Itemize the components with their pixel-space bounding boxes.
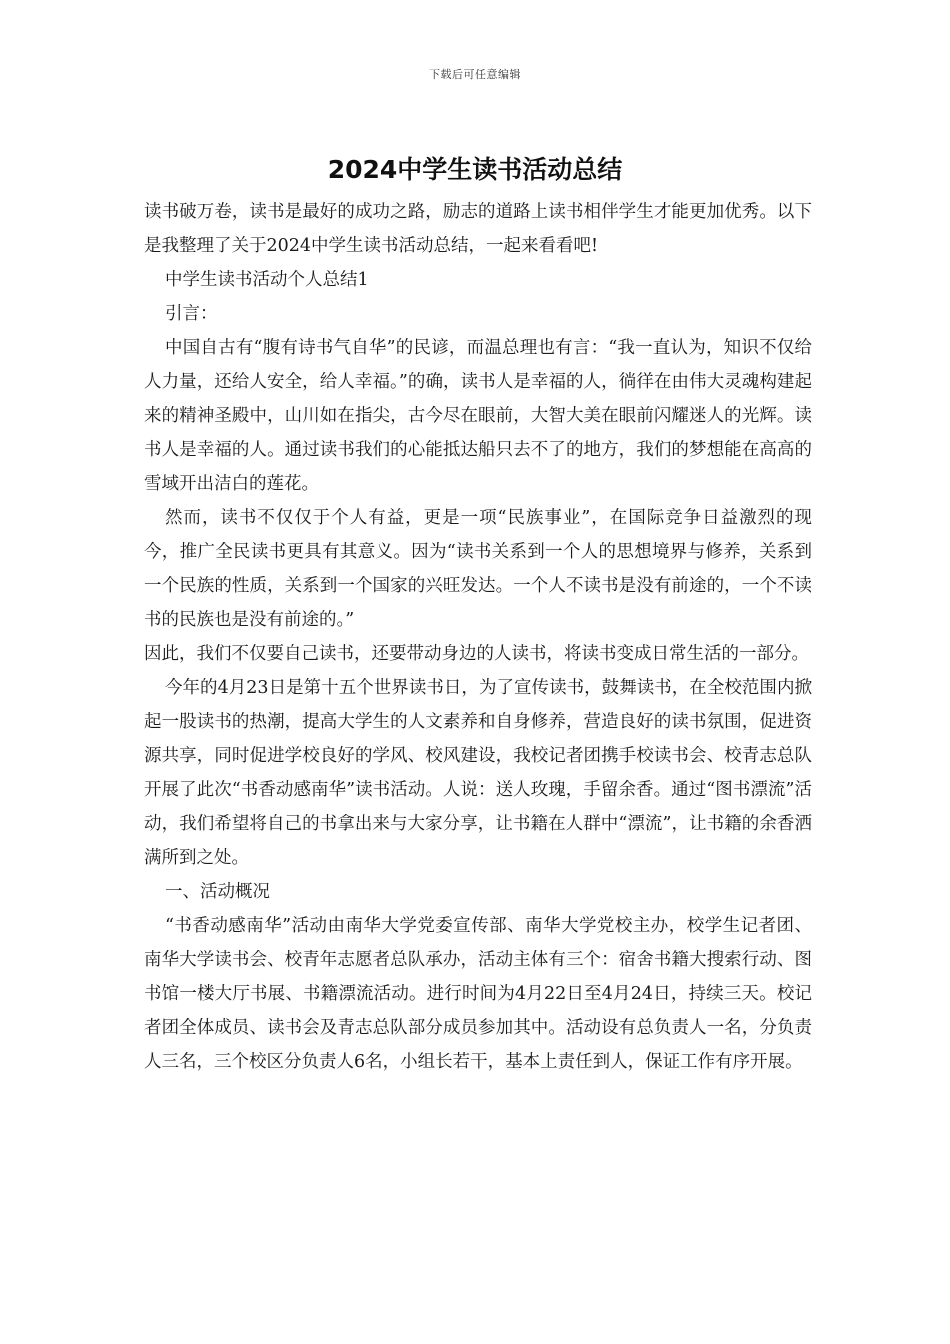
paragraph: “书香动感南华”活动由南华大学党委宣传部、南华大学党校主办，校学生记者团、南华大学读书会、校青年志愿者总队承办，活动主体有三个：宿舍书籍大搜索行动、图书馆一楼大厅书展、书籍漂流活动。进行时间为4月22日至4月24日，持续三天。校记者团全体成员、读书会及青志总队部分成员参加其中。活动设有总负责人一名，分负责人三名，三个校区分负责人6名，小组长若干，基本上责任到人，保证工作有序开展。: [144, 916, 812, 1072]
paragraph: 读书破万卷，读书是最好的成功之路，励志的道路上读书相伴学生才能更加优秀。以下是我整理了关于2024中学生读书活动总结，一起来看看吧!: [144, 202, 812, 256]
paragraph: 中国自古有“腹有诗书气自华”的民谚，而温总理也有言：“我一直认为，知识不仅给人力量，还给人安全，给人幸福。”的确，读书人是幸福的人，徜徉在由伟大灵魂构建起来的精神圣殿中，山川如在指尖，古今尽在眼前，大智大美在眼前闪耀迷人的光辉。读书人是幸福的人。通过读书我们的心能抵达船只去不了的地方，我们的梦想能在高高的雪域开出洁白的莲花。: [144, 338, 812, 494]
paragraph: 今年的4月23日是第十五个世界读书日，为了宣传读书，鼓舞读书，在全校范围内掀起一股读书的热潮，提高大学生的人文素养和自身修养，营造良好的读书氛围，促进资源共享，同时促进学校良好的学风、校风建设，我校记者团携手校读书会、校青志总队开展了此次“书香动感南华”读书活动。人说：送人玫瑰，手留余香。通过“图书漂流”活动，我们希望将自己的书拿出来与大家分享，让书籍在人群中“漂流”，让书籍的余香洒满所到之处。: [144, 678, 812, 868]
document-title: 2024中学生读书活动总结: [327, 155, 623, 184]
paragraph: 因此，我们不仅要自己读书，还要带动身边的人读书，将读书变成日常生活的一部分。: [144, 644, 809, 664]
document-body: [144, 195, 812, 1079]
header-note: 下载后可任意编辑: [429, 68, 521, 81]
paragraph: 中学生读书活动个人总结1: [165, 270, 369, 290]
paragraph: 然而，读书不仅仅于个人有益，更是一项“民族事业”，在国际竞争日益激烈的现今，推广全民读书更具有其意义。因为“读书关系到一个人的思想境界与修养，关系到一个民族的性质，关系到一个国家的兴旺发达。一个人不读书是没有前途的，一个不读书的民族也是没有前途的。”: [144, 508, 812, 630]
section-heading: 一、活动概况: [165, 882, 270, 902]
paragraph: 引言：: [165, 304, 218, 324]
